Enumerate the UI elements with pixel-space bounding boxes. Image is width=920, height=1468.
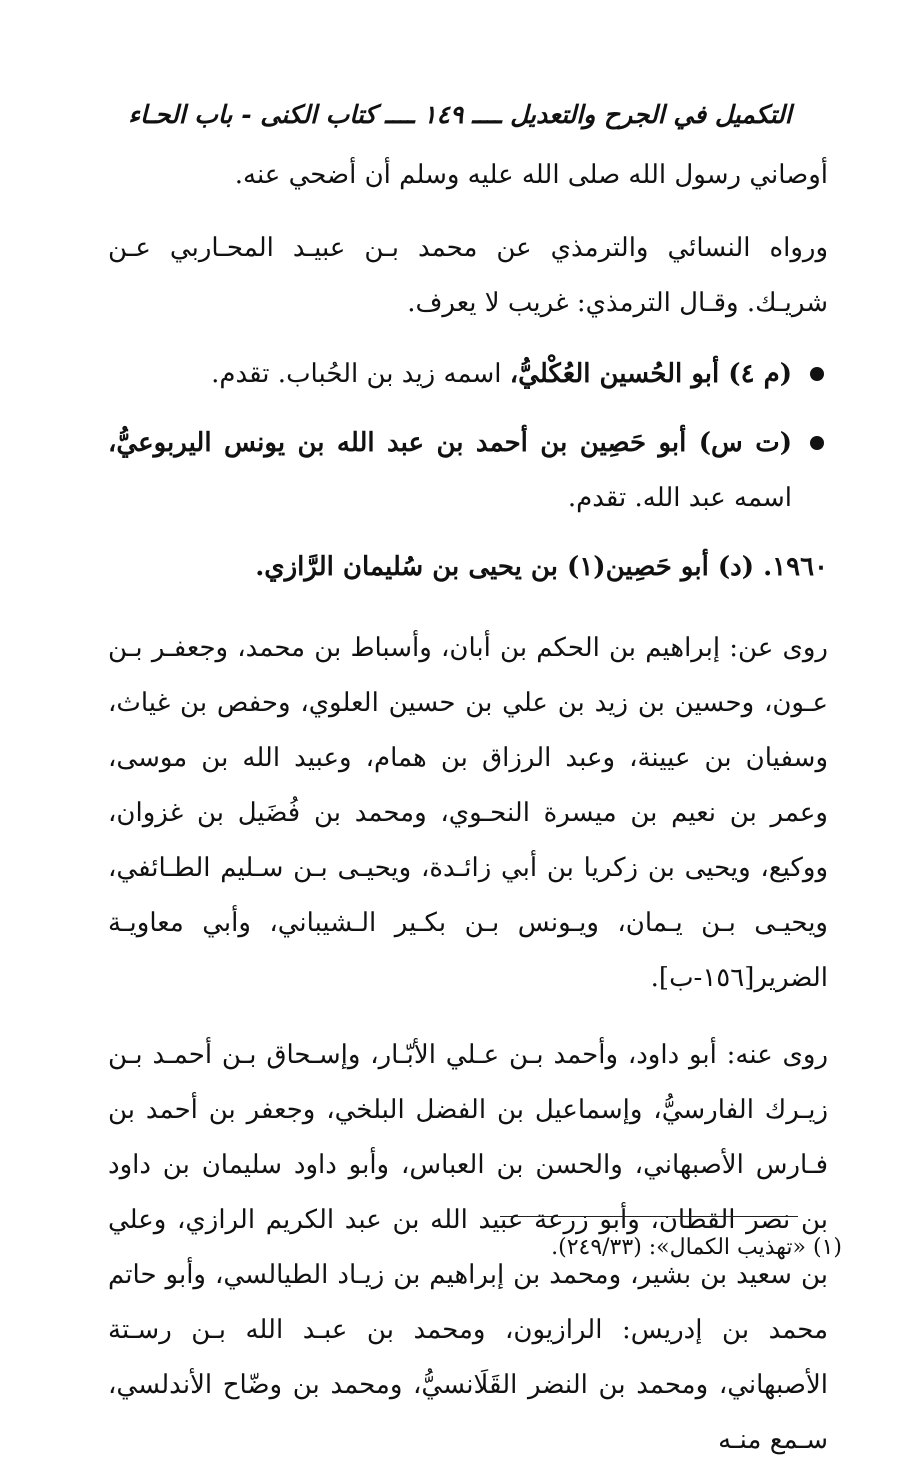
paragraph-narration: ورواه النسائي والترمذي عن محمد بـن عبيـد المحـاربي عـن شريـك. وقـال الترمذي: غريب لا يعرف. <box>108 233 828 318</box>
paragraph-narrated-from: روى عن: إبراهيم بن الحكم بن أبان، وأسباط بن محمد، وجعفـر بـن عـون، وحسين بن زيد بن علي بن حسين العلوي، وحفص بن غياث، وسفيان بن عيينة، وعبد الرزاق بن همام، وعبيد الله بن موسى، وعمر بن نعيم بن ميسرة النحـوي، ومحمد بن فُضَيل بن غزوان، ووكيع، ويحيى بن زكريا بن أبي زائـدة، ويحيـى بـن سـليم الطـائفي، ويحيـى بـن يـمان، ويـونس بـن بكـير الـشيباني، وأبي معاويـة الضرير[١٥٦-ب]. <box>108 633 828 993</box>
bullet-item-abu-hasin <box>108 416 828 526</box>
bullet-item-heading: (ت س) أبو حَصِين بن أحمد بن عبد الله بن يونس اليربوعيُّ، <box>108 428 792 458</box>
paragraph-hadith-end: أوصاني رسول الله صلى الله عليه وسلم أن أضحي عنه. <box>234 160 828 190</box>
bullet-icon <box>810 367 824 381</box>
footnote: (١) «تهذيب الكمال»: (٢٤٩/٣٣). <box>551 1235 842 1260</box>
bullet-item-text: اسمه عبد الله. تقدم. <box>567 483 792 513</box>
bullet-item-heading: (م ٤) أبو الحُسين العُكْليُّ، <box>509 359 792 389</box>
bullet-item-text: اسمه زيد بن الحُباب. تقدم. <box>211 359 510 389</box>
entry-heading: ١٩٦٠. (د) أبو حَصِين(١) بن يحيى بن سُليمان الرَّازي. <box>255 552 828 582</box>
bullet-icon <box>810 436 824 450</box>
running-header: التكميل في الجرح والتعديل ــــ ١٤٩ ــــ كتاب الكنى - باب الحـاء <box>128 100 792 129</box>
bullet-item-abu-al-husayn <box>108 347 828 402</box>
main-text <box>108 148 828 1468</box>
footnote-divider <box>500 1216 798 1217</box>
paragraph-narrated-by: روى عنه: أبو داود، وأحمد بـن عـلي الأبّـار، وإسـحاق بـن أحمـد بـن زيـرك الفارسيُّ، وإسماعيل بن الفضل البلخي، وجعفر بن أحمد بن فـارس الأصبهاني، والحسن بن العباس، وأبو داود سليمان بن داود بن نصر القطان، وأبو زرعة عبيد الله بن عبد الكريم الرازي، وعلي بن سعيد بن بشير، ومحمد بن إبراهيم بن زيـاد الطيالسي، وأبو حاتم محمد بن إدريس: الرازيون، ومحمد بن عبـد الله بـن رسـتة الأصبهاني، ومحمد بن النضر القَلَانسيُّ، ومحمد بن وضّاح الأندلسي، سـمع منـه <box>108 1040 828 1455</box>
